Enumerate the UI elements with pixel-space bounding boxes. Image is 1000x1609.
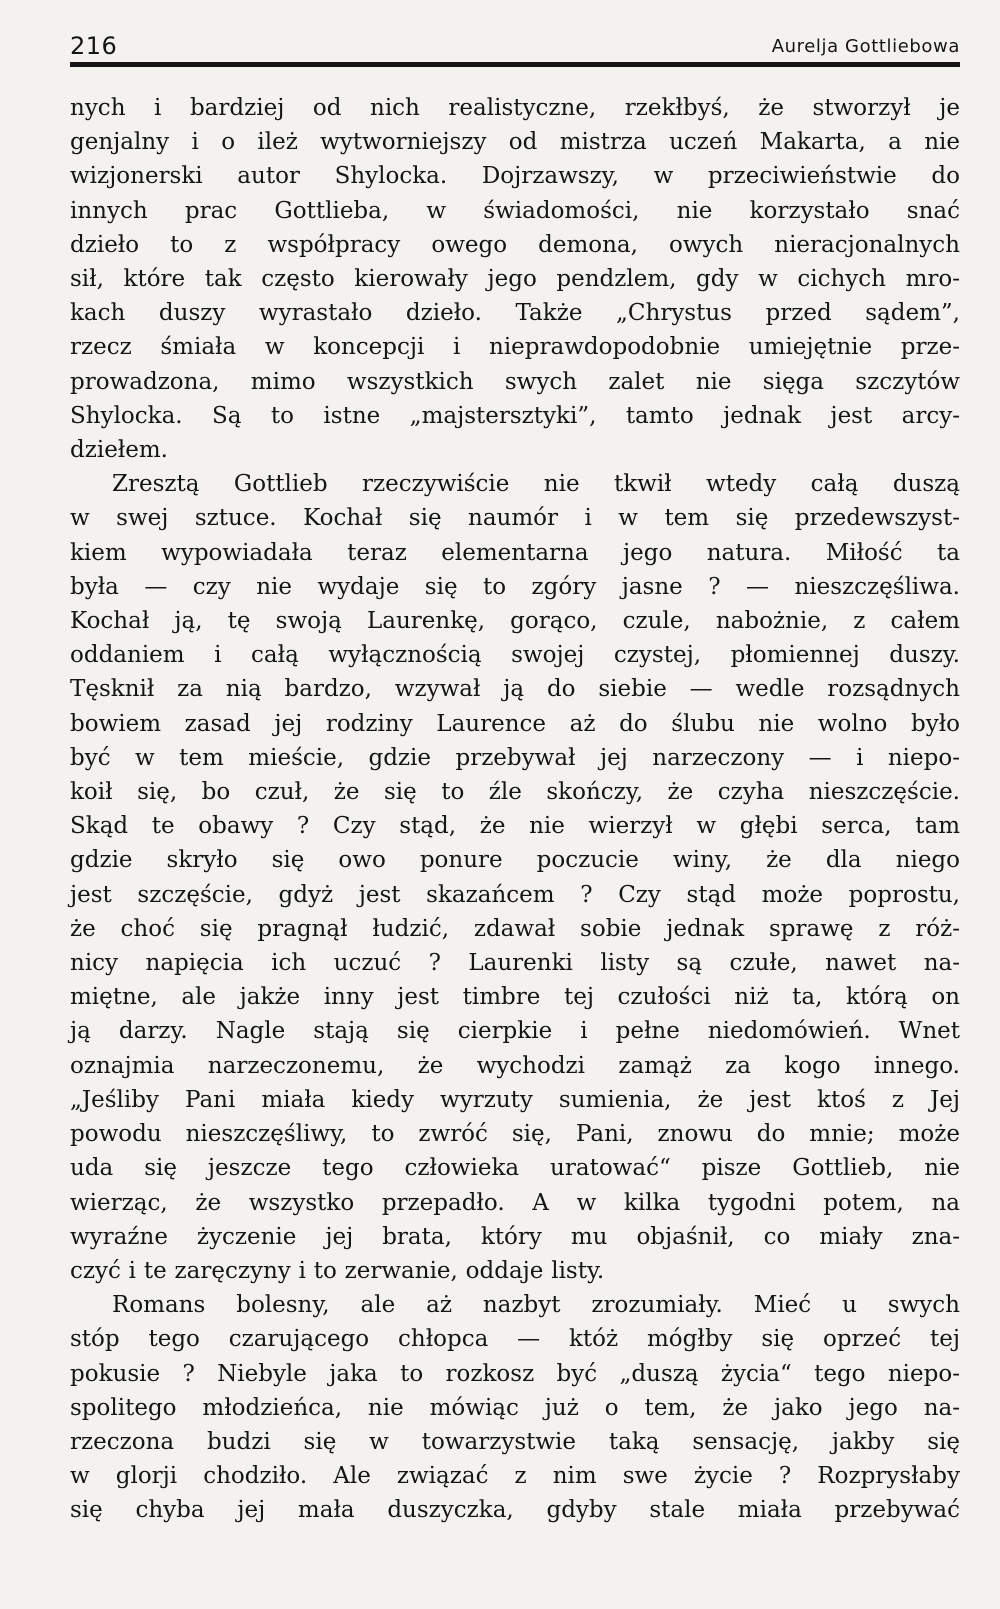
paragraph-3	[70, 1288, 960, 1527]
text-line: rzecz śmiała w koncepcji i nieprawdopodobnie umiejętnie prze-	[70, 334, 960, 361]
text-line: dziełem.	[70, 437, 168, 464]
text-line: się chyba jej mała duszyczka, gdyby stale miała przebywać	[70, 1497, 960, 1524]
text-line: wierząc, że wszystko przepadło. A w kilka tygodni potem, na	[70, 1189, 960, 1216]
text-line: gdzie skryło się owo ponure poczucie winy, że dla niego	[70, 847, 960, 874]
header-rule	[70, 62, 960, 67]
page-header	[70, 24, 960, 58]
text-line: powodu nieszczęśliwy, to zwróć się, Pani, znowu do mnie; może	[70, 1121, 960, 1148]
text-line: stóp tego czarującego chłopca — któż mógłby się oprzeć tej	[70, 1326, 960, 1353]
text-line: miętne, ale jakże inny jest timbre tej czułości niż ta, którą on	[70, 984, 960, 1011]
text-line: Kochał ją, tę swoją Laurenkę, gorąco, czule, nabożnie, z całem	[70, 608, 960, 635]
text-line: Tęsknił za nią bardzo, wzywał ją do siebie — wedle rozsądnych	[70, 676, 960, 703]
text-line: że choć się pragnął łudzić, zdawał sobie jednak sprawę z róż-	[70, 915, 960, 942]
text-line: być w tem mieście, gdzie przebywał jej narzeczony — i niepo-	[70, 744, 960, 771]
text-line: Romans bolesny, ale aż nazbyt zrozumiały. Mieć u swych	[112, 1292, 960, 1319]
text-line: rzeczona budzi się w towarzystwie taką sensację, jakby się	[70, 1428, 960, 1455]
text-line: czyć i te zaręczyny i to zerwanie, oddaje listy.	[70, 1257, 605, 1284]
text-line: Skąd te obawy ? Czy stąd, że nie wierzył w głębi serca, tam	[70, 813, 960, 840]
text-line: „Jeśliby Pani miała kiedy wyrzuty sumienia, że jest ktoś z Jej	[70, 1086, 960, 1113]
text-line: koił się, bo czuł, że się to źle skończy, że czyha nieszczęście.	[70, 779, 960, 806]
text-line: genjalny i o ileż wytworniejszy od mistrza uczeń Makarta, a nie	[70, 129, 960, 156]
text-line: w glorji chodziło. Ale związać z nim swe życie ? Rozprysłaby	[70, 1463, 960, 1490]
text-line: oddaniem i całą wyłącznością swojej czystej, płomiennej duszy.	[70, 642, 960, 669]
text-line: Shylocka. Są to istne „majstersztyki”, tamto jednak jest arcy-	[70, 402, 960, 429]
text-line: Zresztą Gottlieb rzeczywiście nie tkwił wtedy całą duszą	[112, 471, 960, 498]
text-line: kiem wypowiadała teraz elementarna jego natura. Miłość ta	[70, 539, 960, 566]
text-line: dzieło to z współpracy owego demona, owych nieracjonalnych	[70, 231, 960, 258]
page-number: 216	[70, 32, 118, 60]
text-line: sił, które tak często kierowały jego pendzlem, gdy w cichych mro-	[70, 266, 960, 293]
text-line: innych prac Gottlieba, w świadomości, nie korzystało snać	[70, 197, 960, 224]
text-line: wyraźne życzenie jej brata, który mu objaśnił, co miały zna-	[70, 1223, 960, 1250]
text-line: spolitego młodzieńca, nie mówiąc już o tem, że jako jego na-	[70, 1394, 960, 1421]
text-line: prowadzona, mimo wszystkich swych zalet nie sięga szczytów	[70, 368, 960, 395]
text-line: bowiem zasad jej rodziny Laurence aż do ślubu nie wolno było	[70, 710, 960, 737]
text-line: była — czy nie wydaje się to zgóry jasne ? — nieszczęśliwa.	[70, 573, 960, 600]
text-line: kach duszy wyrastało dzieło. Także „Chrystus przed sądem”,	[70, 300, 960, 327]
text-line: pokusie ? Niebyle jaka to rozkosz być „duszą życia“ tego niepo-	[70, 1360, 960, 1387]
text-line: wizjonerski autor Shylocka. Dojrzawszy, w przeciwieństwie do	[70, 163, 960, 190]
text-line: w swej sztuce. Kochał się naumór i w tem się przedewszyst-	[70, 505, 960, 532]
running-head: Aurelja Gottliebowa	[771, 36, 960, 57]
body-text	[70, 91, 960, 1528]
text-line: nych i bardziej od nich realistyczne, rzekłbyś, że stworzył je	[70, 95, 960, 121]
text-line: nicy napięcia ich uczuć ? Laurenki listy są czułe, nawet na-	[70, 950, 960, 977]
text-line: jest szczęście, gdyż jest skazańcem ? Czy stąd może poprostu,	[70, 881, 960, 908]
text-line: ją darzy. Nagle stają się cierpkie i pełne niedomówień. Wnet	[70, 1018, 960, 1045]
text-line: uda się jeszcze tego człowieka uratować“ pisze Gottlieb, nie	[70, 1155, 960, 1182]
paragraph-1	[70, 91, 960, 467]
paragraph-2	[70, 467, 960, 1288]
text-line: oznajmia narzeczonemu, że wychodzi zamąż za kogo innego.	[70, 1052, 960, 1079]
